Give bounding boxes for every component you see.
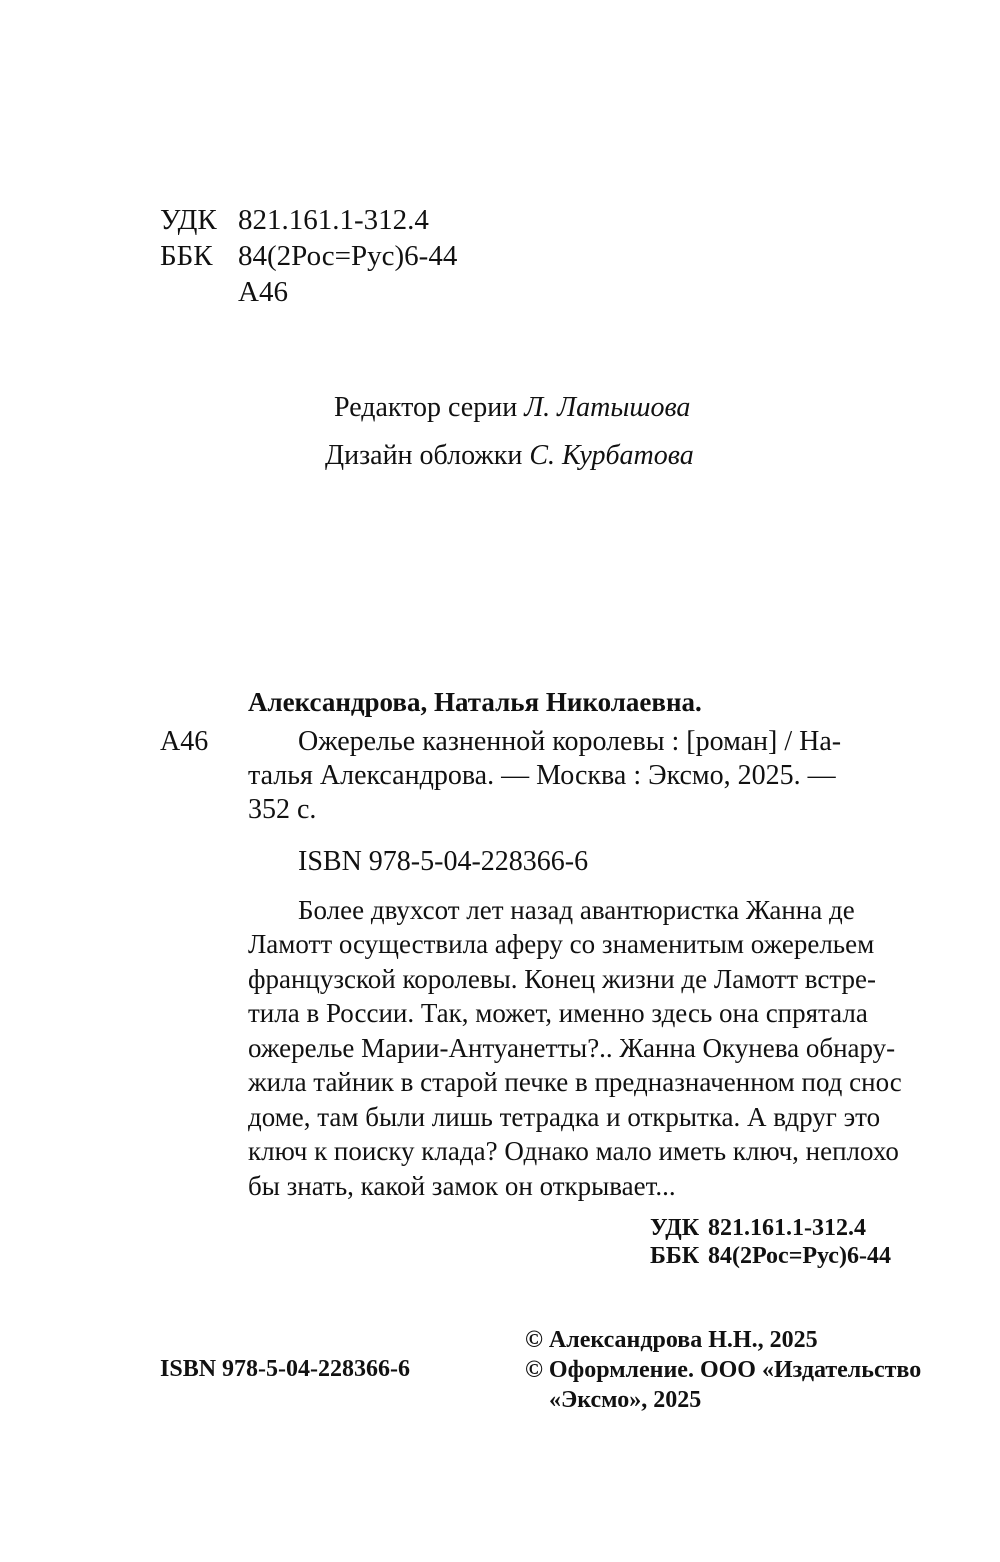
annotation-line: жила тайник в старой печке в предназначенном под снос	[248, 1067, 902, 1097]
udk-label: УДК	[650, 1215, 700, 1241]
author-sign: А46	[238, 276, 288, 308]
description-line: 352 с.	[248, 794, 317, 825]
bbk-value: 84(2Рос=Рус)6-44	[238, 240, 458, 272]
credit-editor	[334, 392, 690, 424]
classification-top	[160, 202, 457, 310]
udk-label: УДК	[160, 204, 217, 236]
udk-value: 821.161.1-312.4	[238, 204, 429, 236]
udk-value: 821.161.1-312.4	[708, 1215, 866, 1241]
author-heading: Александрова, Наталья Николаевна.	[248, 687, 702, 717]
udk-line	[650, 1214, 891, 1242]
credit-name: Л. Латышова	[524, 392, 691, 423]
annotation-line: тила в России. Так, может, именно здесь она спрятала	[248, 998, 868, 1028]
copyright-line: © Александрова Н.Н., 2025	[525, 1327, 818, 1353]
annotation-line: Более двухсот лет назад авантюристка Жанна де	[298, 895, 855, 925]
copyright-line: © Оформление. ООО «Издательство	[525, 1357, 922, 1383]
bbk-label: ББК	[650, 1243, 700, 1269]
annotation-line: доме, там были лишь тетрадка и открытка. А вдруг это	[248, 1102, 881, 1132]
copyright-line: «Эксмо», 2025	[549, 1387, 702, 1413]
description-line: Ожерелье казненной королевы : [роман] / На-	[298, 726, 842, 757]
credit-name: С. Курбатова	[529, 440, 694, 471]
bbk-value: 84(2Рос=Рус)6-44	[708, 1243, 891, 1269]
bbk-label: ББК	[160, 240, 213, 272]
annotation-line: французской королевы. Конец жизни де Ламотт встре-	[248, 964, 876, 994]
annotation-line: ключ к поиску клада? Однако мало иметь ключ, неплохо	[248, 1136, 899, 1166]
copyright-block	[525, 1326, 921, 1414]
bbk-line	[650, 1242, 891, 1270]
classification-bottom	[650, 1214, 891, 1270]
isbn-bottom: ISBN 978-5-04-228366-6	[160, 1356, 410, 1382]
credit-cover-design	[325, 440, 694, 472]
annotation-line: бы знать, какой замок он открывает...	[248, 1171, 676, 1201]
author-sign-record: А46	[160, 726, 209, 757]
author-sign-line	[160, 274, 457, 310]
bbk-line	[160, 238, 457, 274]
annotation-line: Ламотт осуществила аферу со знаменитым ожерельем	[248, 929, 875, 959]
credit-role: Редактор серии	[334, 392, 518, 423]
isbn-record: ISBN 978-5-04-228366-6	[298, 846, 589, 877]
udk-line	[160, 202, 457, 238]
description-line: талья Александрова. — Москва : Эксмо, 2025. —	[248, 760, 836, 791]
annotation-line: ожерелье Марии-Антуанетты?.. Жанна Окунева обнару-	[248, 1033, 896, 1063]
credit-role: Дизайн обложки	[325, 440, 523, 471]
